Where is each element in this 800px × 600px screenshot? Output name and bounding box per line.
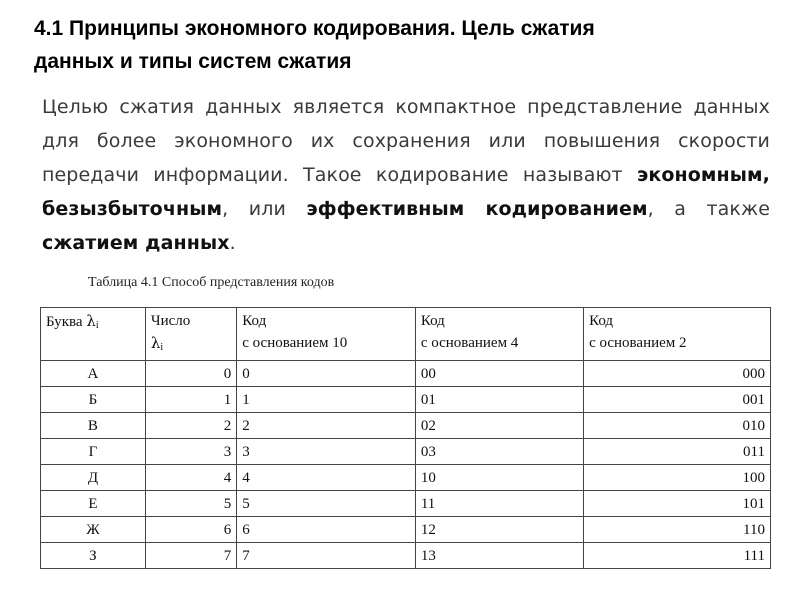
table-row <box>41 517 771 543</box>
cell-number: 4 <box>145 465 236 491</box>
slide-title-line-1: 4.1 Принципы экономного кодирования. Цель сжатия <box>34 17 595 40</box>
table-row <box>41 361 771 387</box>
header-number-line-1: Число <box>150 313 191 329</box>
cell-base10: 0 <box>237 361 416 387</box>
table-header-row <box>41 308 771 361</box>
cell-number: 6 <box>145 517 236 543</box>
cell-base4: 11 <box>415 491 583 517</box>
cell-number: 5 <box>145 491 236 517</box>
cell-number: 3 <box>145 439 236 465</box>
cell-base4: 12 <box>415 517 583 543</box>
cell-letter: Е <box>41 491 146 517</box>
cell-base10: 2 <box>237 413 416 439</box>
cell-base10: 7 <box>237 543 416 569</box>
table-row <box>41 439 771 465</box>
cell-base4: 01 <box>415 387 583 413</box>
header-base4 <box>415 308 583 361</box>
table-row <box>41 387 771 413</box>
slide-title-line-2: данных и типы систем сжатия <box>34 50 352 73</box>
cell-letter: Б <box>41 387 146 413</box>
cell-base10: 4 <box>237 465 416 491</box>
cell-letter: Ж <box>41 517 146 543</box>
cell-number: 0 <box>145 361 236 387</box>
cell-base4: 00 <box>415 361 583 387</box>
header-base10-line-1: Код <box>242 313 267 329</box>
header-base10 <box>237 308 416 361</box>
cell-base4: 03 <box>415 439 583 465</box>
header-base10-line-2: с основанием 10 <box>242 335 348 351</box>
codes-table <box>40 307 771 569</box>
lambda-subscript: i <box>95 320 99 331</box>
intro-text-3: , а также <box>647 198 771 220</box>
cell-base2: 001 <box>584 387 771 413</box>
header-base4-line-2: с основанием 4 <box>420 335 519 351</box>
cell-base10: 5 <box>237 491 416 517</box>
header-letter <box>41 308 146 361</box>
cell-number: 2 <box>145 413 236 439</box>
lambda-symbol: λ <box>86 312 96 330</box>
intro-paragraph <box>42 90 770 260</box>
intro-term-economic: экономным, безызбыточным <box>42 164 770 220</box>
header-base2-line-2: с основанием 2 <box>589 335 687 351</box>
cell-base4: 10 <box>415 465 583 491</box>
cell-base2: 011 <box>584 439 771 465</box>
cell-base2: 000 <box>584 361 771 387</box>
cell-letter: А <box>41 361 146 387</box>
cell-base4: 13 <box>415 543 583 569</box>
slide-title <box>34 12 794 78</box>
cell-base2: 010 <box>584 413 771 439</box>
cell-base4: 02 <box>415 413 583 439</box>
cell-letter: З <box>41 543 146 569</box>
intro-text-1: Целью сжатия данных является компактное представление данных для более экономного их сохранения или повышения скорости передачи информации. Такое кодирование называют <box>42 96 770 186</box>
intro-text-4: . <box>229 232 236 254</box>
header-base2 <box>584 308 771 361</box>
lambda-symbol: λ <box>150 334 161 352</box>
cell-base2: 110 <box>584 517 771 543</box>
table-caption: Таблица 4.1 Способ представления кодов <box>88 275 335 290</box>
cell-base10: 3 <box>237 439 416 465</box>
intro-text-2: , или <box>222 198 307 220</box>
cell-number: 1 <box>145 387 236 413</box>
cell-letter: В <box>41 413 146 439</box>
header-letter-text: Буква <box>46 314 83 330</box>
header-number <box>145 308 236 361</box>
table-row <box>41 413 771 439</box>
cell-base2: 101 <box>584 491 771 517</box>
cell-base10: 1 <box>237 387 416 413</box>
cell-base10: 6 <box>237 517 416 543</box>
intro-term-compression: сжатием данных <box>42 232 230 254</box>
table-row <box>41 465 771 491</box>
table-row <box>41 491 771 517</box>
intro-term-efficient: эффективным кодированием <box>306 198 648 220</box>
cell-letter: Г <box>41 439 146 465</box>
header-base2-line-1: Код <box>589 313 614 329</box>
table-row <box>41 543 771 569</box>
lambda-subscript: i <box>160 342 164 353</box>
cell-letter: Д <box>41 465 146 491</box>
cell-base2: 100 <box>584 465 771 491</box>
cell-base2: 111 <box>584 543 771 569</box>
header-base4-line-1: Код <box>420 313 445 329</box>
cell-number: 7 <box>145 543 236 569</box>
